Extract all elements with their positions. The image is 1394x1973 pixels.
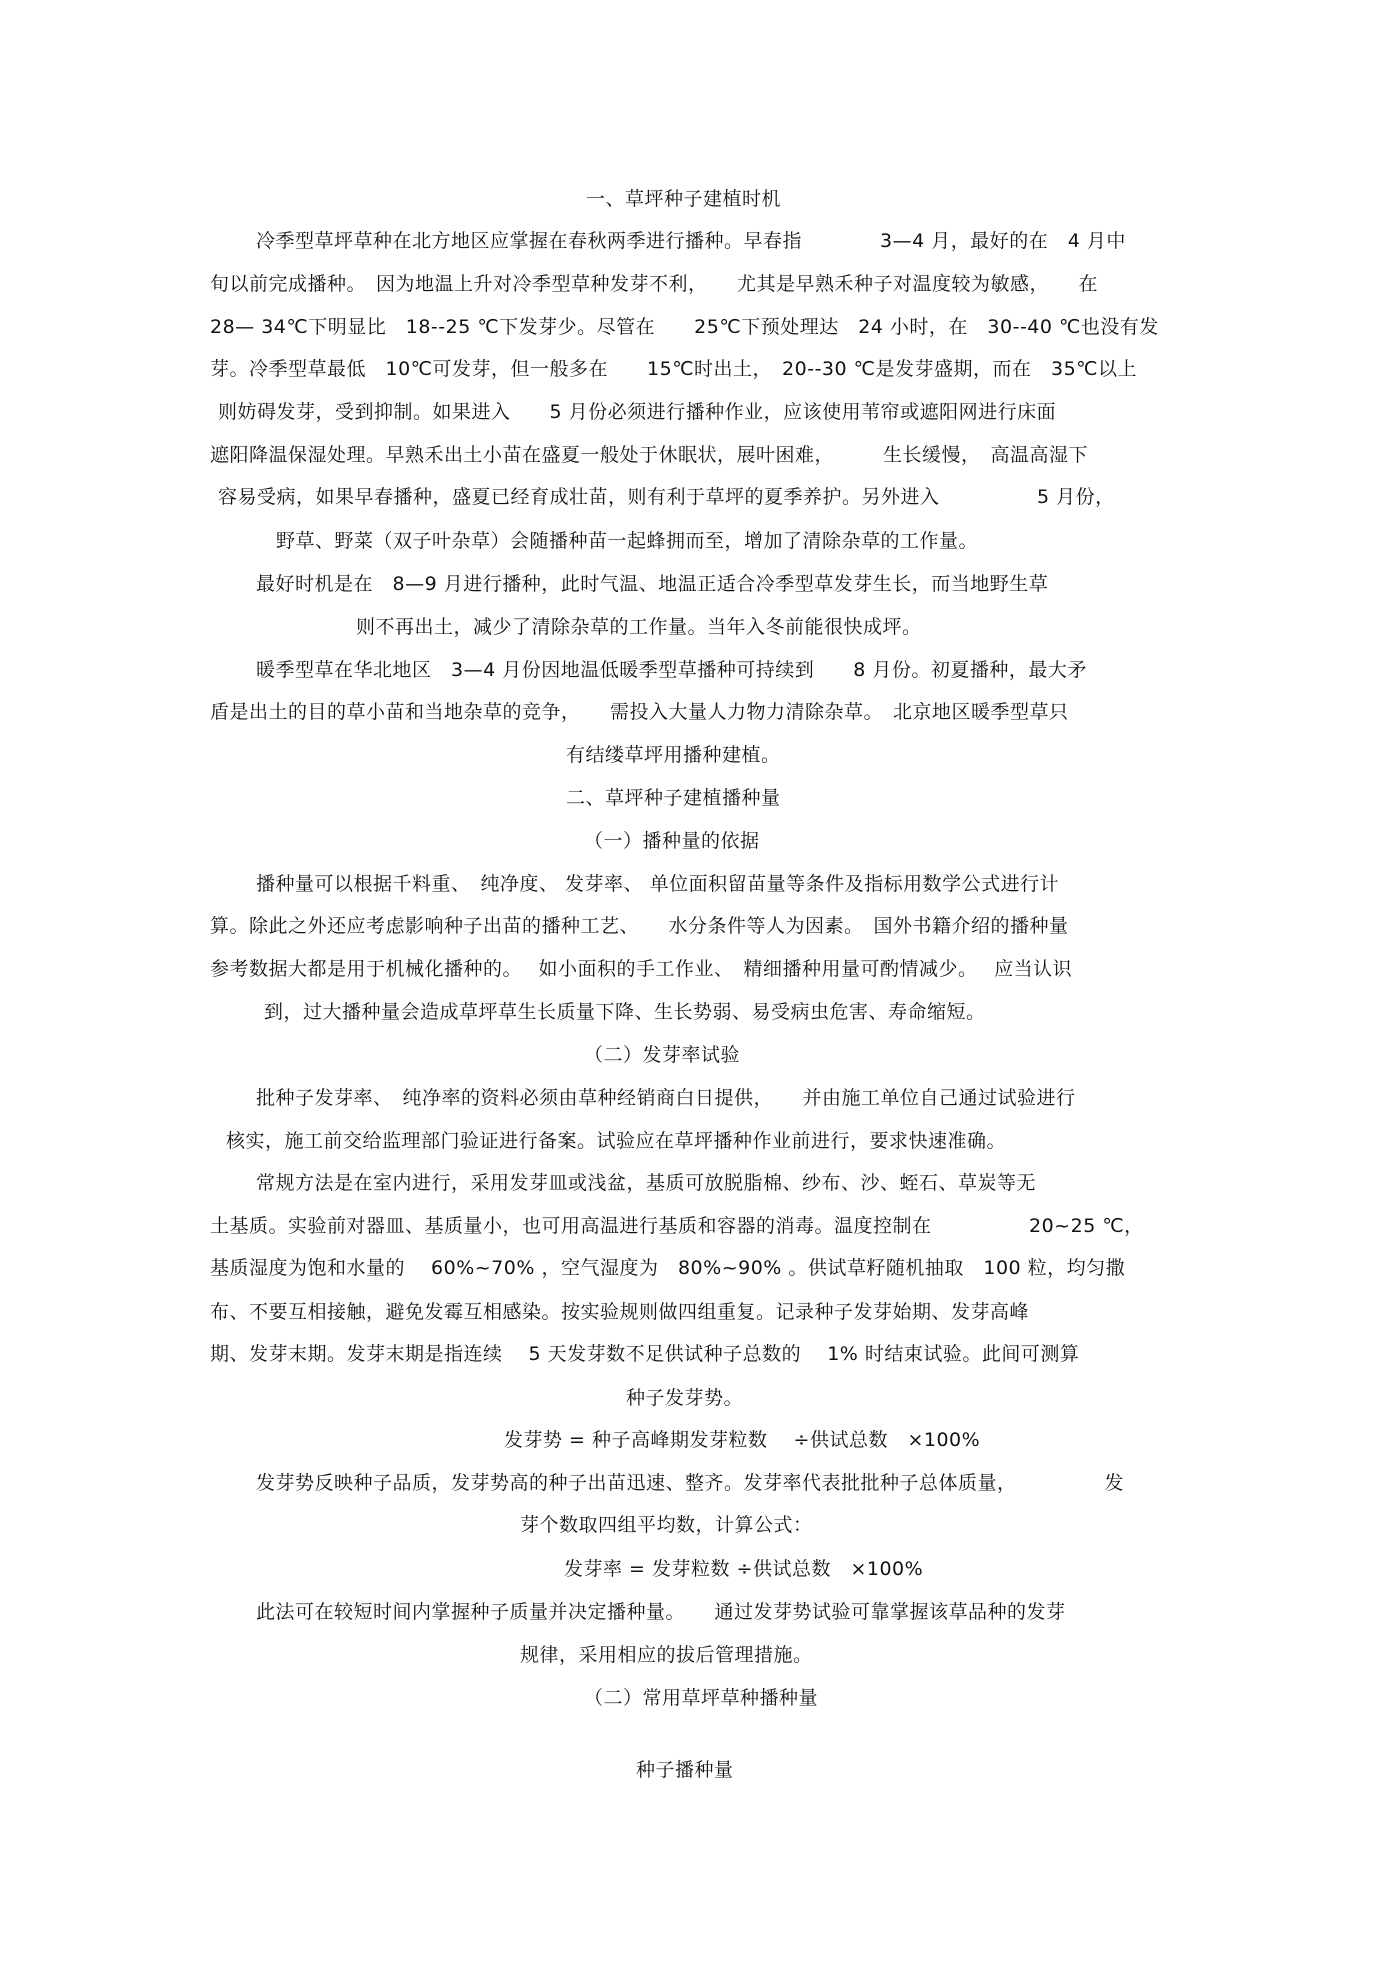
paragraph-line: 批种子发芽率、 纯净率的资料必须由草种经销商白日提供， 并由施工单位自己通过试验进行 [256,1087,1076,1109]
paragraph-line: 28— 34℃下明显比 18--25 ℃下发芽少。尽管在 25℃下预处理达 24 小时，在 30--40 ℃也没有发 [210,316,1159,338]
paragraph-line: 发芽势反映种子品质，发芽势高的种子出苗迅速、整齐。发芽率代表批批种子总体质量， 发 [256,1472,1125,1494]
section-heading-1: 一、草坪种子建植时机 [586,188,782,210]
table-caption: 种子播种量 [636,1759,734,1781]
paragraph-line: 芽。冷季型草最低 10℃可发芽，但一般多在 15℃时出土， 20--30 ℃是发芽盛期，而在 35℃以上 [210,358,1137,380]
paragraph-line: 则妨碍发芽，受到抑制。如果进入 5 月份必须进行播种作业，应该使用苇帘或遮阳网进行床面 [218,401,1057,423]
subheading-2: （二）发芽率试验 [584,1044,741,1066]
paragraph-line: 此法可在较短时间内掌握种子质量并决定播种量。 通过发芽势试验可靠掌握该草品种的发芽 [256,1601,1066,1623]
paragraph-line: 规律，采用相应的拔后管理措施。 [520,1644,813,1666]
paragraph-line: 常规方法是在室内进行，采用发芽皿或浅盆，基质可放脱脂棉、纱布、沙、蛭石、草炭等无 [256,1172,1037,1194]
paragraph-line: 核实，施工前交给监理部门验证进行备案。试验应在草坪播种作业前进行，要求快速准确。 [226,1130,1007,1152]
paragraph-line: 野草、野菜（双子叶杂草）会随播种苗一起蜂拥而至，增加了清除杂草的工作量。 [276,530,979,552]
paragraph-line: 种子发芽势。 [626,1387,744,1409]
paragraph-line: 最好时机是在 8—9 月进行播种，此时气温、地温正适合冷季型草发芽生长，而当地野生草 [256,573,1049,595]
paragraph-line: 容易受病，如果早春播种，盛夏已经育成壮苗，则有利于草坪的夏季养护。另外进入 5 月份， [218,486,1115,508]
paragraph-line: 旬以前完成播种。 因为地温上升对冷季型草种发芽不利， 尤其是早熟禾种子对温度较为敏感， 在 [210,273,1099,295]
paragraph-line: 期、发芽末期。发芽末期是指连续 5 天发芽数不足供试种子总数的 1% 时结束试验。此间可测算 [210,1343,1080,1365]
paragraph-line: 芽个数取四组平均数，计算公式： [520,1514,813,1536]
paragraph-line: 算。除此之外还应考虑影响种子出苗的播种工艺、 水分条件等人为因素。 国外书籍介绍的播种量 [210,915,1069,937]
paragraph-line: 到，过大播种量会造成草坪草生长质量下降、生长势弱、易受病虫危害、寿命缩短。 [264,1001,986,1023]
section-heading-2: 二、草坪种子建植播种量 [566,787,781,809]
paragraph-line: 播种量可以根据千料重、 纯净度、 发芽率、 单位面积留苗量等条件及指标用数学公式进行计 [256,873,1060,895]
paragraph-line: 暖季型草在华北地区 3—4 月份因地温低暖季型草播种可持续到 8 月份。初夏播种，最大矛 [256,659,1087,681]
paragraph-line: 布、不要互相接触，避免发霉互相感染。按实验规则做四组重复。记录种子发芽始期、发芽高峰 [210,1301,1030,1323]
paragraph-line: 基质湿度为饱和水量的 60%~70% ，空气湿度为 80%~90% 。供试草籽随机抽取 100 粒，均匀撒 [210,1257,1126,1279]
paragraph-line: 遮阳降温保湿处理。早熟禾出土小苗在盛夏一般处于休眠状，展叶困难， 生长缓慢， 高温高湿下 [210,444,1089,466]
paragraph-line: 冷季型草坪草种在北方地区应掌握在春秋两季进行播种。早春指 3—4 月，最好的在 4 月中 [256,230,1126,252]
subheading-1: （一）播种量的依据 [584,830,760,852]
paragraph-line: 则不再出土，减少了清除杂草的工作量。当年入冬前能很快成坪。 [356,616,922,638]
subheading-3: （二）常用草坪草种播种量 [584,1687,819,1709]
paragraph-line: 有结缕草坪用播种建植。 [566,744,781,766]
formula-germination-rate: 发芽率 = 发芽粒数 ÷供试总数 ×100% [564,1558,924,1580]
formula-germination-energy: 发芽势 = 种子高峰期发芽粒数 ÷供试总数 ×100% [504,1429,981,1451]
paragraph-line: 土基质。实验前对器皿、基质量小，也可用高温进行基质和容器的消毒。温度控制在 20~25 ℃， [210,1215,1144,1237]
paragraph-line: 参考数据大都是用于机械化播种的。 如小面积的手工作业、 精细播种用量可酌情减少。 应当认识 [210,958,1073,980]
paragraph-line: 盾是出土的目的草小苗和当地杂草的竞争， 需投入大量人力物力清除杂草。 北京地区暖季型草只 [210,701,1069,723]
